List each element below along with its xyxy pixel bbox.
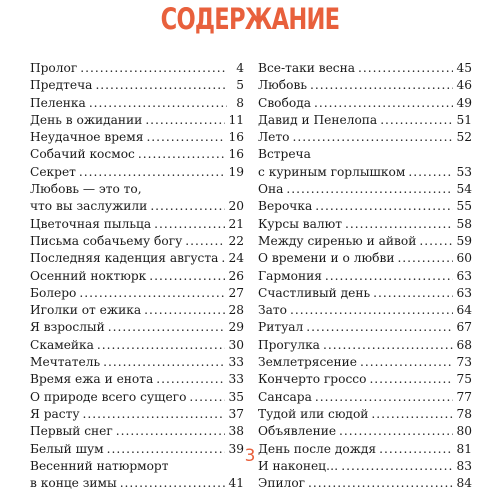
toc-entry [30, 371, 244, 388]
toc-entry-title: Землетрясение [258, 355, 357, 370]
toc-entry-page: 11 [228, 112, 244, 127]
dot-leader [292, 129, 453, 146]
toc-entry [30, 268, 244, 285]
toc-entry-page: 52 [456, 130, 472, 145]
dot-leader [380, 112, 453, 129]
toc-entry-page: 73 [456, 355, 472, 370]
toc-entry-page: 68 [456, 337, 472, 352]
dot-leader [149, 268, 225, 285]
dot-leader [189, 389, 225, 406]
toc-entry-title: Ритуал [258, 320, 304, 335]
toc-entry-page: 63 [456, 268, 472, 283]
toc-entry-page: 58 [456, 216, 472, 231]
toc-entry [30, 285, 244, 302]
toc-entry-page: 51 [456, 112, 472, 127]
toc-entry-title: Время ежа и енота [30, 372, 154, 387]
toc-entry-title: Секрет [30, 164, 76, 179]
dot-leader [146, 129, 225, 146]
toc-entry-page: 80 [456, 424, 472, 439]
toc-entry-title: Объявление [258, 424, 337, 439]
toc-entry-page: 54 [456, 182, 472, 197]
dot-leader [371, 406, 453, 423]
toc-entry-page: 20 [228, 199, 244, 214]
toc-entry [258, 164, 472, 181]
toc-entry [30, 475, 244, 492]
dot-leader [221, 250, 225, 267]
toc-entry-title: Сансара [258, 389, 312, 404]
toc-entry-title: День в ожидании [30, 112, 143, 127]
toc-entry-title: Первый снег [30, 424, 113, 439]
dot-leader [408, 164, 453, 181]
dot-leader [103, 354, 225, 371]
toc-entry-page: 77 [456, 389, 472, 404]
page-number: 3 [244, 446, 256, 466]
toc-entry [258, 475, 472, 492]
toc-entry-page: 49 [456, 95, 472, 110]
toc-entry-title: в конце зимы [30, 476, 117, 491]
toc-entry [258, 129, 472, 146]
toc-entry [30, 423, 244, 440]
toc-entry-title: О природе всего сущего [30, 389, 187, 404]
dot-leader [138, 146, 226, 163]
dot-leader [397, 250, 453, 267]
toc-entry-title: Мечтатель [30, 355, 101, 370]
toc-entry-page: 55 [456, 199, 472, 214]
dot-leader [89, 95, 227, 112]
dot-leader [145, 112, 225, 129]
toc-entry-page: 81 [456, 441, 472, 456]
toc-entry [30, 181, 244, 198]
toc-entry [258, 285, 472, 302]
toc-entry [258, 77, 472, 94]
toc-entry-title: Собачий космос [30, 147, 135, 162]
toc-entry-title: Пеленка [30, 95, 86, 110]
dot-leader [185, 233, 225, 250]
toc-entry [30, 233, 244, 250]
toc-entry [258, 371, 472, 388]
dot-leader [156, 371, 225, 388]
dot-leader [286, 181, 453, 198]
toc-entry [258, 181, 472, 198]
toc-entry-title: Гармония [258, 268, 322, 283]
toc-entry-title: Осенний ноктюрк [30, 268, 147, 283]
toc-entry-title: Иголки от ежика [30, 303, 142, 318]
toc-entry [258, 406, 472, 423]
toc-entry [30, 319, 244, 336]
toc-entry [258, 423, 472, 440]
toc-entry [258, 319, 472, 336]
toc-entry-page: 30 [228, 337, 244, 352]
dot-leader [314, 95, 454, 112]
toc-entry-page: 59 [456, 233, 472, 248]
dot-leader [79, 164, 226, 181]
toc-entry [258, 233, 472, 250]
toc-entry-page: 19 [228, 164, 244, 179]
dot-leader [79, 285, 225, 302]
toc-entry-page: 5 [236, 78, 244, 93]
toc-entry-page: 29 [228, 320, 244, 335]
dot-leader [116, 423, 226, 440]
toc-entry-title: Неудачное время [30, 130, 144, 145]
toc-entry-title: Свобода [258, 95, 311, 110]
toc-entry [258, 337, 472, 354]
dot-leader [315, 198, 453, 215]
toc-entry-page: 8 [236, 95, 244, 110]
toc-entry-page: 75 [456, 372, 472, 387]
toc-entry-title: Любовь [258, 78, 307, 93]
dot-leader [358, 60, 453, 77]
toc-entry-page: 41 [228, 476, 244, 491]
toc-entry-title: Последняя каденция августа [30, 251, 219, 266]
dot-leader [360, 354, 454, 371]
toc-entry [30, 216, 244, 233]
toc-entry [30, 129, 244, 146]
toc-entry [258, 216, 472, 233]
toc-entry-page: 39 [228, 441, 244, 456]
toc-entry-page: 78 [456, 406, 472, 421]
toc-entry-title: Верочка [258, 199, 313, 214]
toc-entry-page: 35 [228, 389, 244, 404]
toc-entry [258, 268, 472, 285]
dot-leader [419, 233, 453, 250]
toc-entry-page: 60 [456, 251, 472, 266]
toc-entry-title: Встреча [258, 147, 311, 162]
toc-entry-title: с куриным горлышком [258, 164, 406, 179]
toc-entry [258, 302, 472, 319]
toc-entry-page: 27 [228, 285, 244, 300]
dot-leader [97, 337, 226, 354]
toc-entry-page: 45 [456, 61, 472, 75]
dot-leader [290, 302, 454, 319]
toc-entry-title: Письма собачьему богу [30, 233, 183, 248]
toc-entry-page: 37 [228, 406, 244, 421]
toc-entry [30, 354, 244, 371]
dot-leader [373, 285, 453, 302]
dot-leader [308, 475, 453, 492]
toc-entry-title: Она [258, 182, 284, 197]
toc-entry [258, 198, 472, 215]
toc-entry [258, 60, 472, 77]
toc-entry-title: Предтеча [30, 78, 93, 93]
toc-entry-page: 16 [228, 130, 244, 145]
toc-entry-title: Все-таки весна [258, 61, 356, 75]
toc-entry [30, 112, 244, 129]
toc-entry-page: 4 [236, 61, 244, 75]
toc-entry-page: 67 [456, 320, 472, 335]
toc-entry-page: 84 [456, 476, 472, 491]
toc-entry-title: Я расту [30, 406, 80, 421]
toc-right-column [258, 60, 472, 492]
toc-entry-page: 33 [228, 372, 244, 387]
toc-entry-title: Эпилог [258, 476, 306, 491]
toc-entry-title: Лето [258, 130, 290, 145]
toc-entry-title: Между сиренью и айвой [258, 233, 417, 248]
dot-leader [154, 216, 225, 233]
dot-leader [339, 423, 453, 440]
toc-entry [30, 406, 244, 423]
toc-entry-title: И наконец… [258, 458, 339, 473]
toc-entry-title: Пролог [30, 61, 78, 75]
toc-entry-title: что вы заслужили [30, 199, 148, 214]
toc-entry [30, 164, 244, 181]
dot-leader [83, 406, 226, 423]
toc-entry-page: 22 [228, 233, 244, 248]
toc-entry-title: Курсы валют [258, 216, 343, 231]
dot-leader [306, 319, 453, 336]
toc-entry-page: 33 [228, 355, 244, 370]
toc-entry-title: Цветочная пыльца [30, 216, 152, 231]
dot-leader [345, 216, 453, 233]
toc-entry-title: Давид и Пенелопа [258, 112, 378, 127]
toc-entry-title: Прогулка [258, 337, 320, 352]
toc-entry-title: Зато [258, 303, 287, 318]
toc-entry [258, 95, 472, 112]
toc-entry [30, 302, 244, 319]
dot-leader [325, 268, 454, 285]
toc-entry-page: 64 [456, 303, 472, 318]
toc-entry-title: Я взрослый [30, 320, 105, 335]
toc-entry-page: 24 [228, 251, 244, 266]
toc-left-column [30, 60, 244, 492]
toc-entry [30, 198, 244, 215]
toc-entry [258, 146, 472, 163]
dot-leader [95, 77, 227, 94]
toc-entry-page: 28 [228, 303, 244, 318]
toc-entry-title: Болеро [30, 285, 77, 300]
toc-entry [30, 146, 244, 163]
toc-entry [258, 354, 472, 371]
dot-leader [369, 371, 453, 388]
toc-entry-page: 63 [456, 285, 472, 300]
toc-entry-title: Скамейка [30, 337, 94, 352]
toc-entry-page: 26 [228, 268, 244, 283]
toc-entry-page: 53 [456, 164, 472, 179]
dot-leader [80, 60, 227, 77]
toc-entry-title: О времени и о любви [258, 251, 395, 266]
dot-leader [323, 337, 454, 354]
toc-entry-title: Счастливый день [258, 285, 371, 300]
toc-entry-title: Весенний натюрморт [30, 458, 169, 473]
toc-entry-title: Белый шум [30, 441, 104, 456]
toc-entry-title: День после дождя [258, 441, 377, 456]
dot-leader [120, 475, 226, 492]
toc-entry [258, 250, 472, 267]
toc-entry [30, 95, 244, 112]
page-title: СОДЕРЖАНИЕ [160, 2, 340, 36]
toc-entry-title: Любовь — это то, [30, 182, 142, 197]
dot-leader [315, 389, 454, 406]
toc-entry-page: 16 [228, 147, 244, 162]
toc-entry-title: Кончерто гроссо [258, 372, 367, 387]
toc-entry-page: 21 [228, 216, 244, 231]
toc-entry [258, 389, 472, 406]
toc-entry-page: 83 [456, 458, 472, 473]
toc-entry-page: 46 [456, 78, 472, 93]
toc-entry-page: 38 [228, 424, 244, 439]
dot-leader [310, 77, 454, 94]
toc-entry [30, 60, 244, 77]
dot-leader [108, 319, 226, 336]
dot-leader [150, 198, 225, 215]
toc-entry [30, 389, 244, 406]
toc-entry-title: Тудой или сюдой [258, 406, 369, 421]
toc-entry [258, 112, 472, 129]
toc-entry [30, 337, 244, 354]
toc-entry [30, 77, 244, 94]
toc-entry [30, 250, 244, 267]
dot-leader [144, 302, 225, 319]
